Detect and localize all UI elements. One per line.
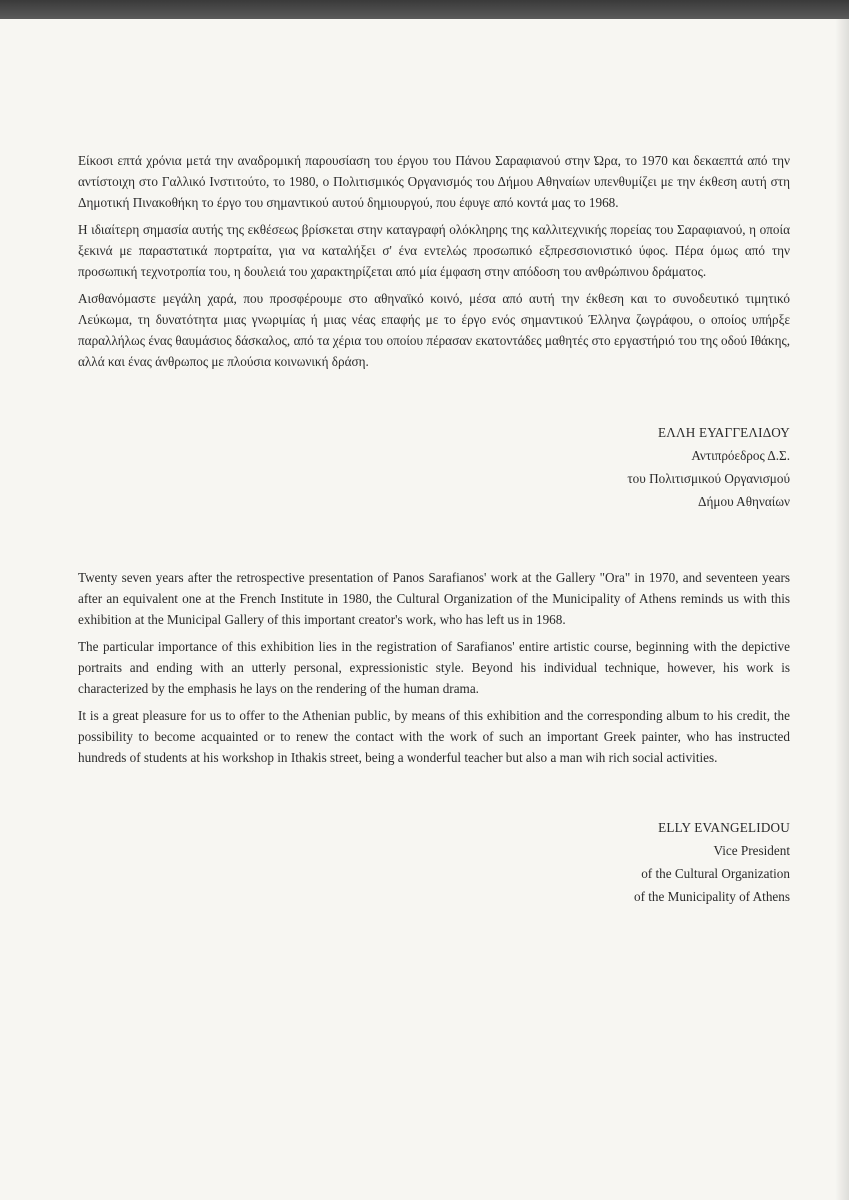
english-text-section	[78, 567, 790, 774]
english-signature-block	[634, 816, 790, 908]
scan-top-edge	[0, 0, 849, 19]
greek-text-section	[78, 150, 790, 378]
english-signature-municipality: of the Municipality of Athens	[633, 889, 790, 904]
greek-signature-title: Αντιπρόεδρος Δ.Σ.	[691, 448, 790, 463]
english-signature-organization: of the Cultural Organization	[641, 866, 790, 881]
greek-signature-name: ΕΛΛΗ ΕΥΑΓΓΕΛΙΔΟΥ	[657, 425, 790, 440]
greek-paragraph-3: Αισθανόμαστε μεγάλη χαρά, που προσφέρουμε στο αθηναϊκό κοινό, μέσα από αυτή την έκθεση και το συνοδευτικό τιμητικό Λεύκωμα, τη δυνατότητα μιας γνωριμίας ή μιας νέας επαφής με το έργο ενός σημαντικού Έλληνα ζωγράφου, ο οποίος υπήρξε παραλλήλως ένας θαυμάσιος δάσκαλος, από τα χέρια του οποίου πέρασαν εκατοντάδες μαθητές στο εργαστήριό του της οδού Ιθάκης, αλλά και ένας άνθρωπος με πλούσια κοινωνική δράση.	[78, 291, 790, 369]
english-signature-name: ELLY EVANGELIDOU	[658, 820, 790, 835]
english-paragraph-3: It is a great pleasure for us to offer to the Athenian public, by means of this exhibition and the corresponding album to his credit, the possibility to become acquainted or to renew the contact with the work of such an important Greek painter, who has instructed hundreds of students at his workshop in Ithakis street, being a wonderful teacher but also a man wih rich social activities.	[78, 708, 790, 765]
greek-paragraph-2: Η ιδιαίτερη σημασία αυτής της εκθέσεως βρίσκεται στην καταγραφή ολόκληρης της καλλιτεχνικής πορείας του Σαραφιανού, η οποία ξεκινά με παραστατικά πορτραίτα, για να καταλήξει σ' ένα εντελώς προσωπικό εξπρεσσιονιστικό ύφος. Πέρα όμως από την προσωπική τεχνοτροπία του, η δουλειά του χαρακτηρίζεται από μία έμφαση στην απόδοση του ανθρώπινου δράματος.	[78, 222, 790, 279]
english-paragraph-2: The particular importance of this exhibition lies in the registration of Sarafianos' entire artistic course, beginning with the depictive portraits and ending with an utterly personal, expressionistic style. Beyond his individual technique, however, his work is characterized by the emphasis he lays on the rendering of the human drama.	[78, 639, 790, 696]
greek-signature-block	[627, 421, 790, 513]
greek-signature-organization: του Πολιτισμικού Οργανισμού	[627, 471, 790, 486]
greek-paragraph-1: Είκοσι επτά χρόνια μετά την αναδρομική παρουσίαση του έργου του Πάνου Σαραφιανού στην Ώρα, το 1970 και δεκαεπτά από την αντίστοιχη στο Γαλλικό Ινστιτούτο, το 1980, ο Πολιτισμικός Οργανισμός του Δήμου Αθηναίων υπενθυμίζει με την έκθεση αυτή στη Δημοτική Πινακοθήκη το έργο του σημαντικού αυτού δημιουργού, που έφυγε από κοντά μας το 1968.	[78, 153, 790, 210]
page-fold-shadow	[835, 19, 849, 1200]
greek-signature-municipality: Δήμου Αθηναίων	[698, 494, 790, 509]
english-paragraph-1: Twenty seven years after the retrospective presentation of Panos Sarafianos' work at the Gallery "Ora" in 1970, and seventeen years after an equivalent one at the French Institute in 1980, the Cultural Organization of the Municipality of Athens reminds us with this exhibition at the Municipal Gallery of this important creator's work, who has left us in 1968.	[78, 570, 790, 627]
english-signature-title: Vice President	[713, 843, 790, 858]
